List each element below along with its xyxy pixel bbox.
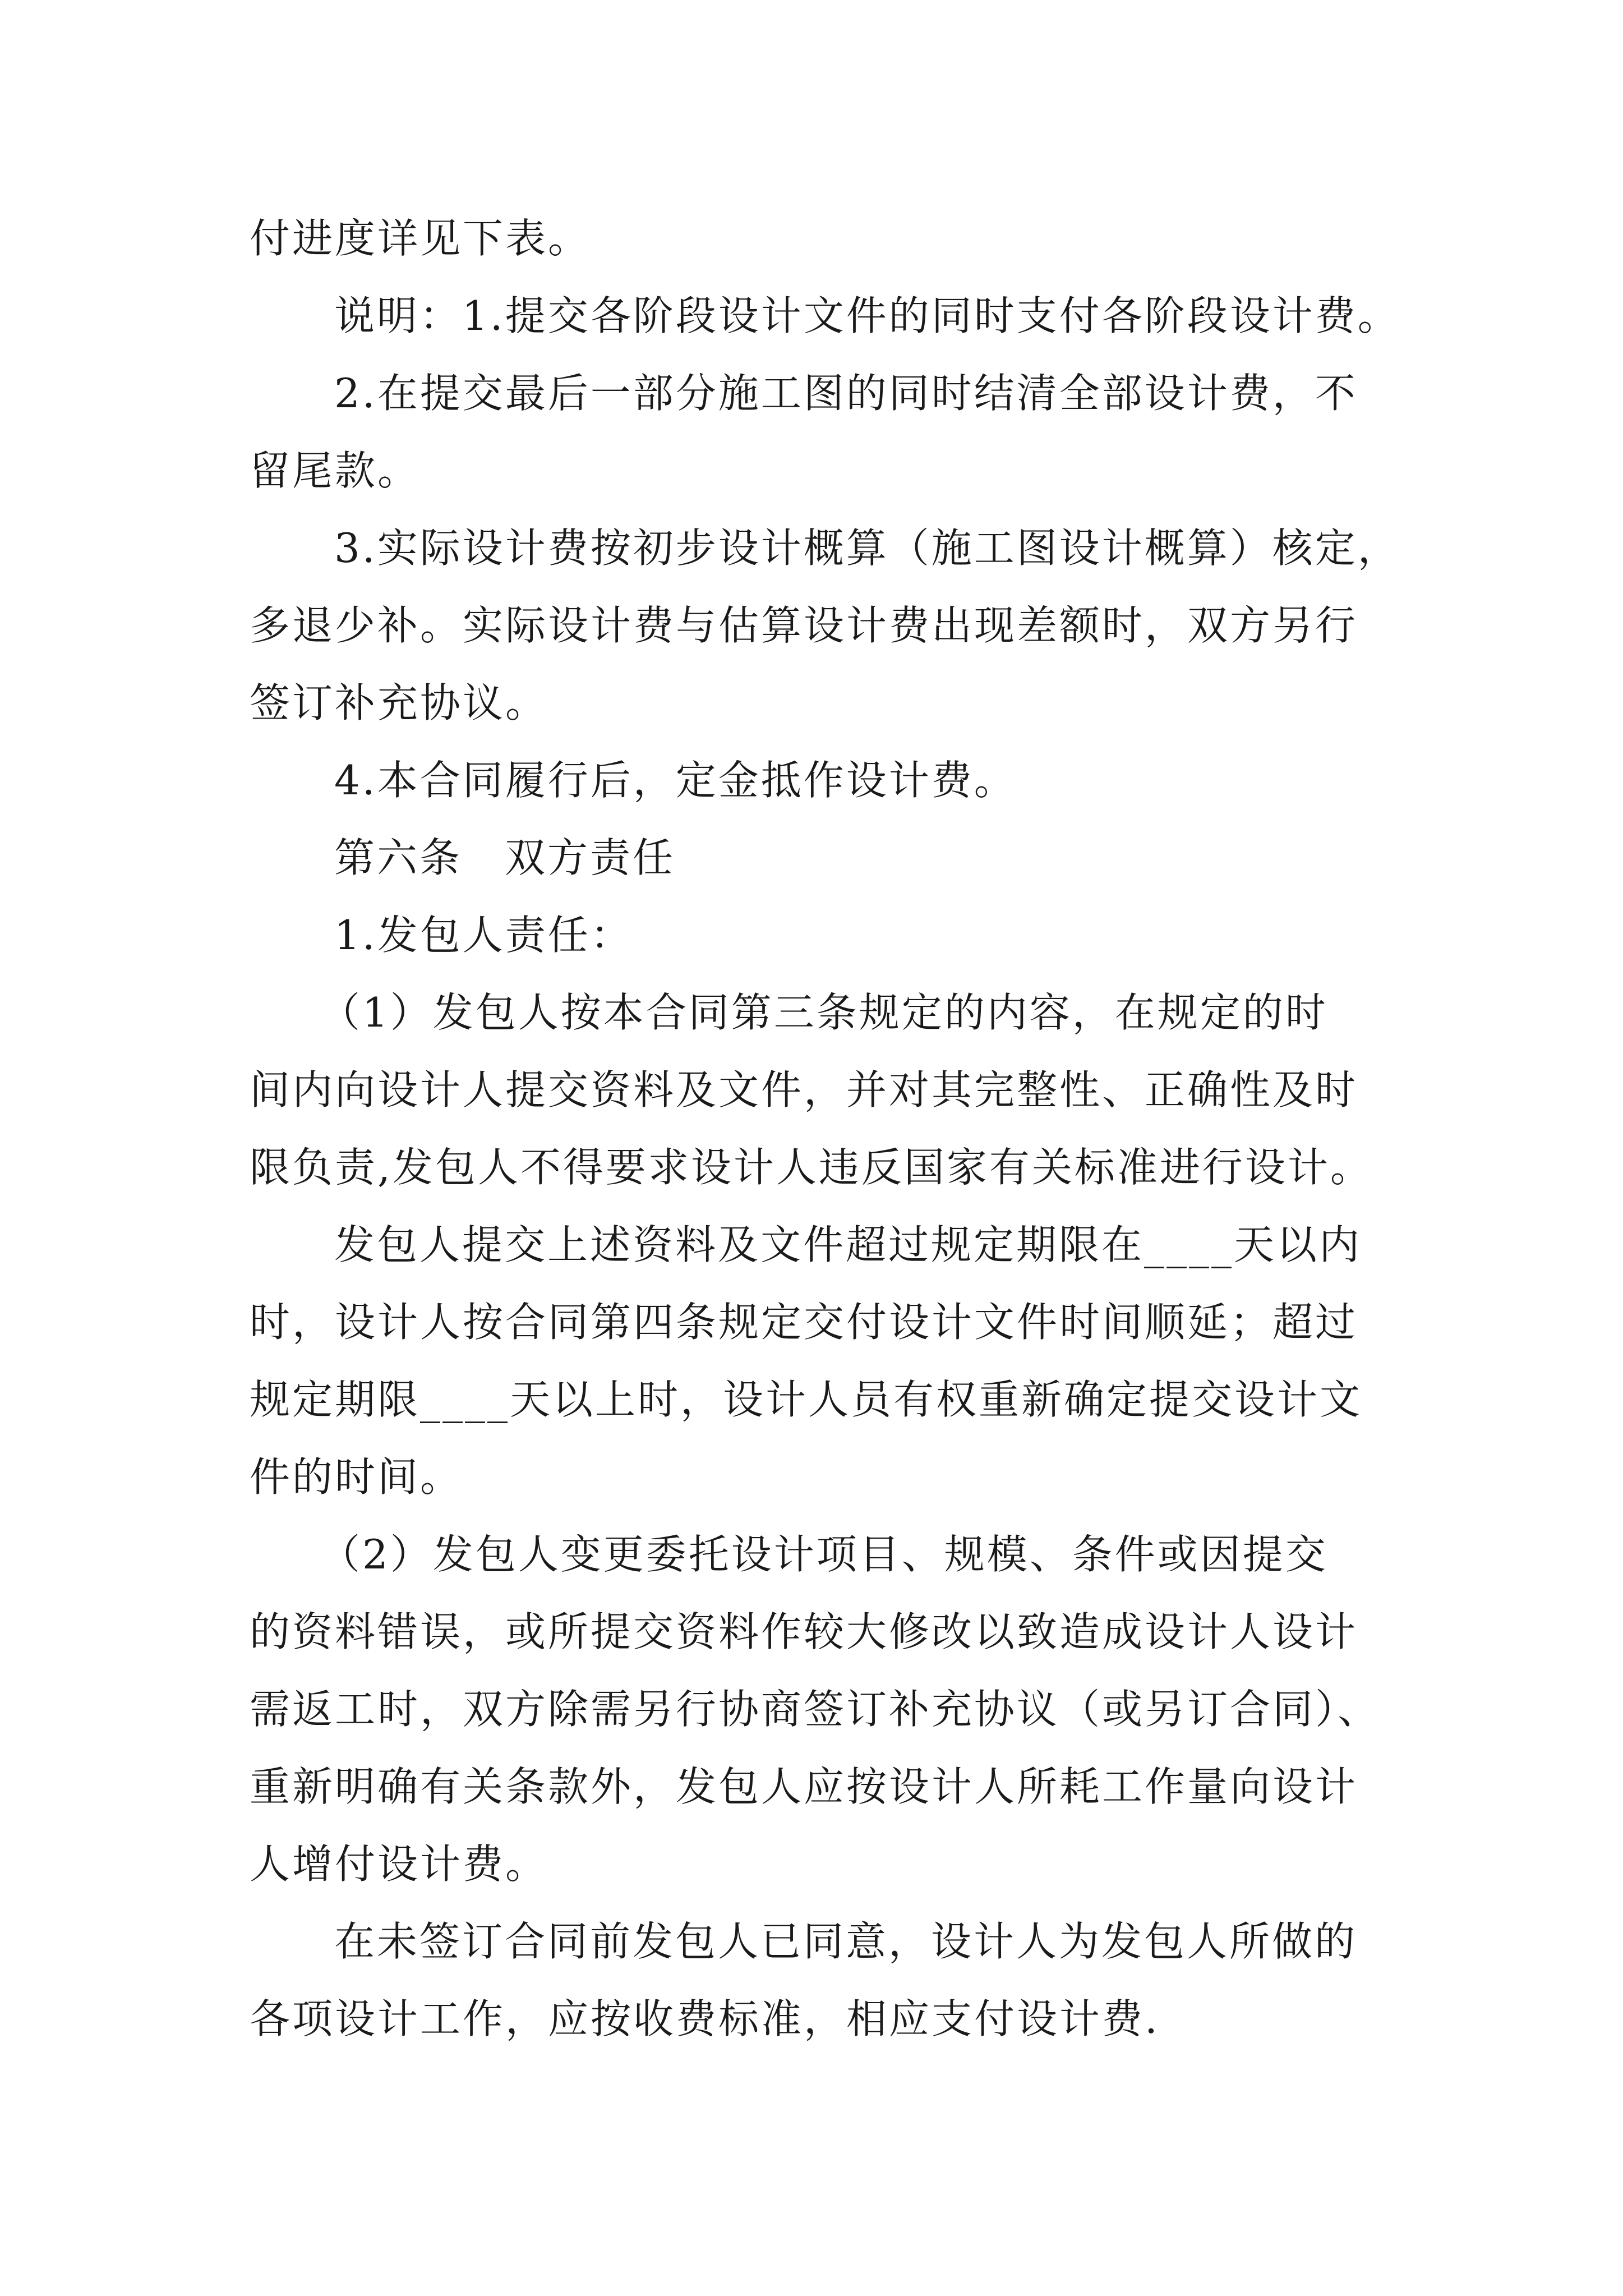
text-line-note-2-cont: 留尾款。 (250, 447, 421, 494)
text-line-note-2: 2.在提交最后一部分施工图的同时结清全部设计费，不 (334, 370, 1358, 417)
text-line-delay-clause-cont-1: 时，设计人按合同第四条规定交付设计文件时间顺延；超过 (250, 1299, 1358, 1346)
text-line-note-3: 3.实际设计费按初步设计概算（施工图设计概算）核定， (334, 524, 1400, 572)
text-line-clause-2-cont-2: 需返工时，双方除需另行协商签订补充协议（或另订合同）、 (250, 1686, 1381, 1733)
text-line-pre-contract-work: 在未签订合同前发包人已同意，设计人为发包人所做的 (334, 1918, 1358, 1965)
text-line-note-1: 说明：1.提交各阶段设计文件的同时支付各阶段设计费。 (334, 292, 1400, 339)
text-line-clause-2: （2）发包人变更委托设计项目、规模、条件或因提交 (320, 1531, 1328, 1578)
text-line-note-3-cont-1: 多退少补。实际设计费与估算设计费出现差额时，双方另行 (250, 602, 1358, 649)
text-line-clause-2-cont-1: 的资料错误，或所提交资料作较大修改以致造成设计人设计 (250, 1608, 1358, 1655)
text-line-client-duties: 1.发包人责任： (334, 912, 633, 959)
text-line-clause-1: （1）发包人按本合同第三条规定的内容，在规定的时 (320, 989, 1328, 1036)
text-line-clause-2-cont-4: 人增付设计费。 (250, 1841, 548, 1888)
text-line-delay-clause-cont-3: 件的时间。 (250, 1453, 463, 1501)
text-line-note-4: 4.本合同履行后，定金抵作设计费。 (334, 757, 1017, 804)
text-line-pre-contract-work-cont: 各项设计工作，应按收费标准，相应支付设计费. (250, 1995, 1160, 2042)
text-line-payment-schedule: 付进度详见下表。 (250, 215, 591, 262)
text-line-clause-2-cont-3: 重新明确有关条款外，发包人应按设计人所耗工作量向设计 (250, 1763, 1358, 1810)
text-line-delay-clause-cont-2: 规定期限____天以上时，设计人员有权重新确定提交设计文 (250, 1376, 1363, 1423)
text-line-delay-clause: 发包人提交上述资料及文件超过规定期限在____天以内 (334, 1221, 1362, 1268)
text-line-clause-1-cont-2: 限负责,发包人不得要求设计人违反国家有关标准进行设计。 (250, 1144, 1373, 1191)
text-line-note-3-cont-2: 签订补充协议。 (250, 679, 548, 726)
text-line-clause-1-cont-1: 间内向设计人提交资料及文件，并对其完整性、正确性及时 (250, 1066, 1358, 1114)
section-heading-article-6: 第六条 双方责任 (334, 834, 676, 881)
